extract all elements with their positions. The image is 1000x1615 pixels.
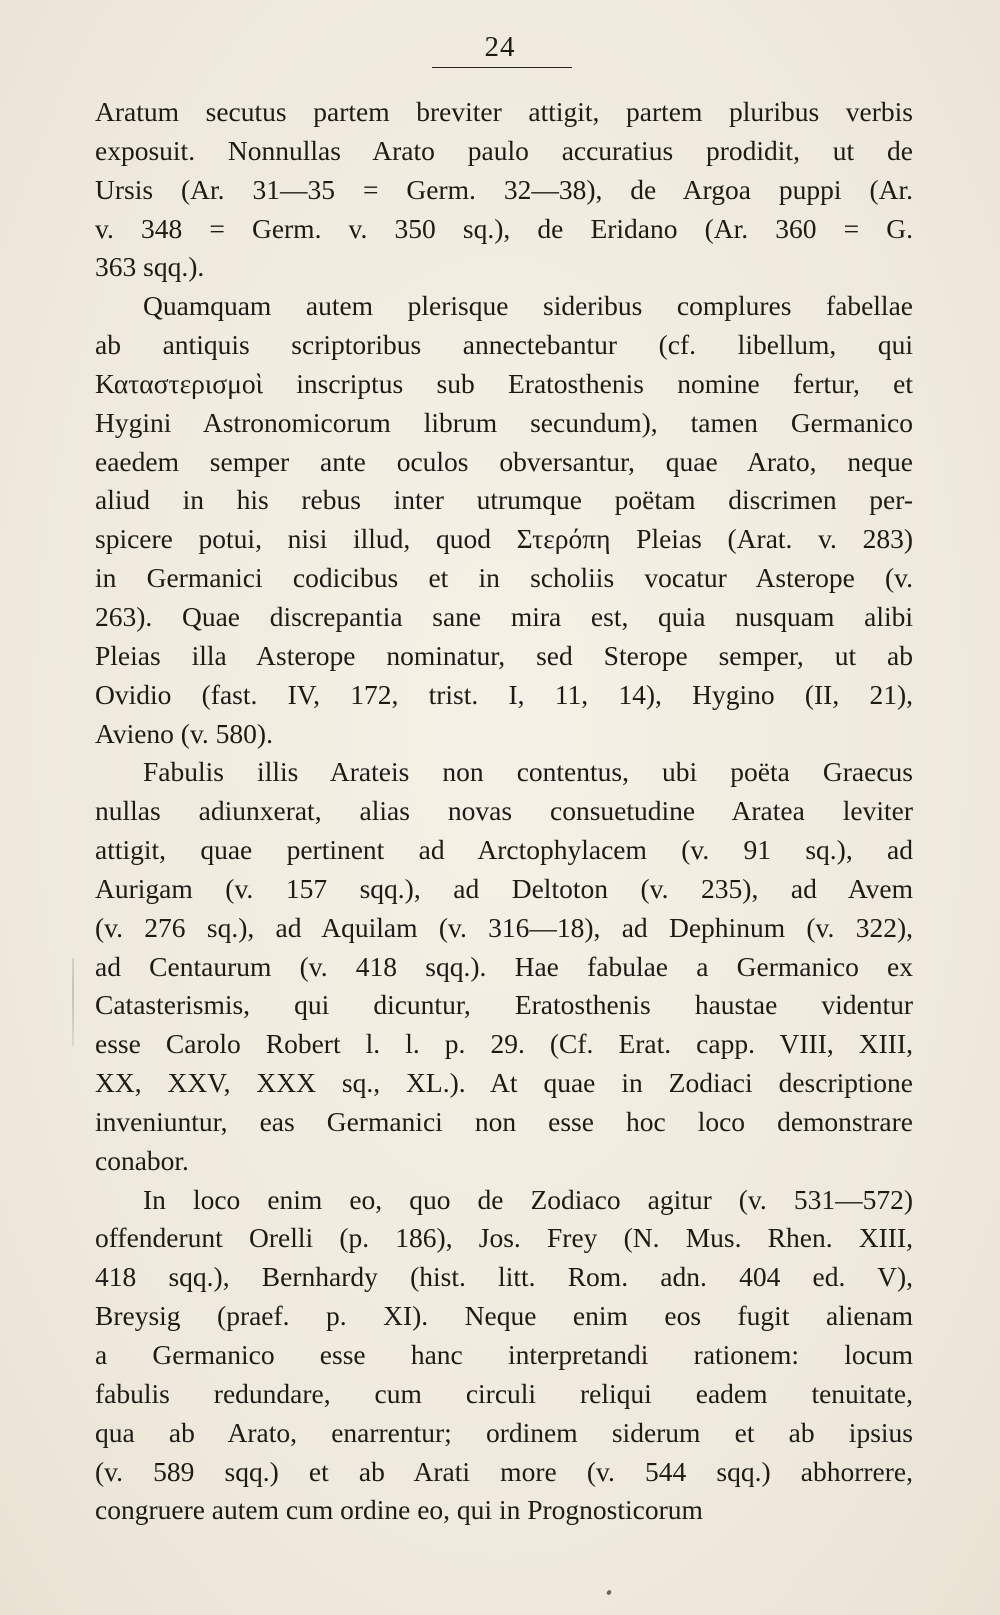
- text-line: Fabulis illis Arateis non contentus, ubi poëta Graecus: [143, 756, 913, 788]
- text-line: Ovidio (fast. IV, 172, trist. I, 11, 14), Hygino (II, 21),: [95, 678, 913, 710]
- text-line: inveniuntur, eas Germanici non esse hoc loco demonstrare: [95, 1105, 913, 1137]
- text-line: spicere potui, nisi illud, quod Στερόπη Pleias (Arat. v. 283): [95, 523, 913, 555]
- text-line: Aurigam (v. 157 sqq.), ad Deltoton (v. 235), ad Avem: [95, 872, 913, 904]
- text-line: v. 348 = Germ. v. 350 sq.), de Eridano (Ar. 360 = G.: [95, 212, 913, 244]
- text-line: Pleias illa Asterope nominatur, sed Sterope semper, ut ab: [95, 639, 913, 671]
- text-line: qua ab Arato, enarrentur; ordinem siderum et ab ipsius: [95, 1416, 913, 1448]
- text-line: aliud in his rebus inter utrumque poëtam discrimen per-: [95, 484, 913, 516]
- text-line: offenderunt Orelli (p. 186), Jos. Frey (N. Mus. Rhen. XIII,: [95, 1222, 913, 1254]
- text-line: In loco enim eo, quo de Zodiaco agitur (v. 531—572): [143, 1183, 913, 1215]
- text-line: Catasterismis, qui dicuntur, Eratosthenis haustae videntur: [95, 989, 913, 1021]
- text-line: ad Centaurum (v. 418 sqq.). Hae fabulae a Germanico ex: [95, 950, 913, 982]
- text-line: 263). Quae discrepantia sane mira est, quia nusquam alibi: [95, 600, 913, 632]
- text-line: in Germanici codicibus et in scholiis vocatur Asterope (v.: [95, 562, 913, 594]
- text-line: Καταστερισμοὶ inscriptus sub Eratosthenis nomine fertur, et: [95, 367, 913, 399]
- text-line: 418 sqq.), Bernhardy (hist. litt. Rom. adn. 404 ed. V),: [95, 1261, 913, 1293]
- paper-speck: [606, 1589, 612, 1595]
- text-line: (v. 589 sqq.) et ab Arati more (v. 544 sqq.) abhorrere,: [95, 1455, 913, 1487]
- paragraph: [95, 753, 913, 1180]
- text-body: [95, 93, 913, 1530]
- text-line: nullas adiunxerat, alias novas consuetudine Aratea leviter: [95, 795, 913, 827]
- text-line: Aratum secutus partem breviter attigit, partem pluribus verbis: [95, 96, 913, 127]
- text-line: 363 sqq.).: [95, 251, 205, 283]
- paragraph: [95, 1181, 913, 1531]
- text-line: Ursis (Ar. 31—35 = Germ. 32—38), de Argoa puppi (Ar.: [95, 173, 913, 205]
- paragraph: [95, 93, 913, 287]
- paragraph: [95, 287, 913, 753]
- text-line: Avieno (v. 580).: [95, 717, 273, 749]
- text-line: Hygini Astronomicorum librum secundum), tamen Germanico: [95, 406, 913, 438]
- text-line: attigit, quae pertinent ad Arctophylacem (v. 91 sq.), ad: [95, 834, 913, 866]
- text-line: fabulis redundare, cum circuli reliqui eadem tenuitate,: [95, 1377, 913, 1409]
- text-line: (v. 276 sq.), ad Aquilam (v. 316—18), ad Dephinum (v. 322),: [95, 911, 913, 943]
- header-rule: [432, 67, 572, 68]
- text-line: exposuit. Nonnullas Arato paulo accuratius prodidit, ut de: [95, 134, 913, 166]
- text-line: a Germanico esse hanc interpretandi rationem: locum: [95, 1339, 913, 1370]
- margin-pencil-mark: [72, 958, 74, 1046]
- text-line: congruere autem cum ordine eo, qui in Prognosticorum: [95, 1494, 703, 1526]
- text-line: ab antiquis scriptoribus annectebantur (cf. libellum, qui: [95, 329, 913, 361]
- text-line: eaedem semper ante oculos obversantur, quae Arato, neque: [95, 445, 913, 477]
- text-line: XX, XXV, XXX sq., XL.). At quae in Zodiaci descriptione: [95, 1067, 913, 1099]
- text-line: Quamquam autem plerisque sideribus complures fabellae: [143, 290, 913, 322]
- text-line: Breysig (praef. p. XI). Neque enim eos fugit alienam: [95, 1300, 913, 1332]
- page-number: 24: [484, 31, 516, 63]
- text-line: esse Carolo Robert l. l. p. 29. (Cf. Erat. capp. VIII, XIII,: [95, 1028, 913, 1060]
- text-line: conabor.: [95, 1144, 189, 1176]
